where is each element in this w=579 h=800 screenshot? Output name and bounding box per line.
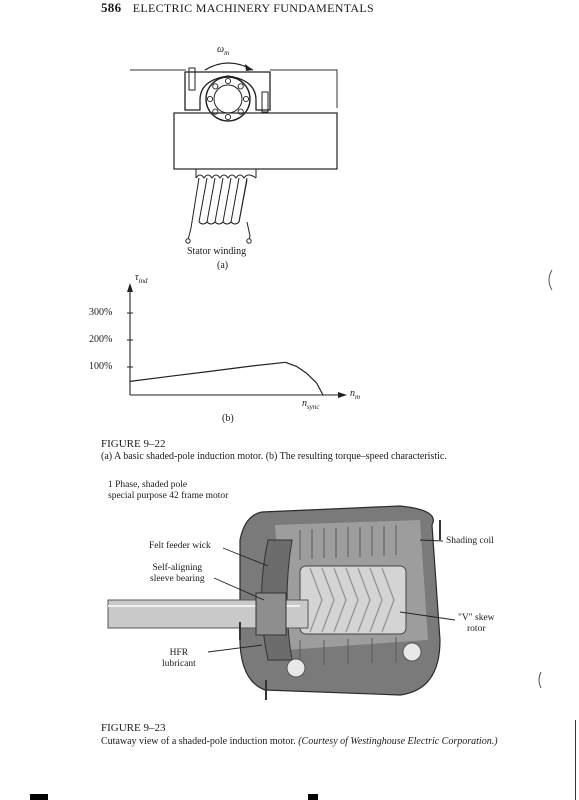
motor-cutaway-photo — [108, 506, 440, 700]
scan-mark-center — [308, 794, 318, 800]
x-axis-label: $n_m$ — [350, 388, 361, 401]
callout-v-skew-rotor — [458, 613, 495, 635]
scan-mark-left — [30, 794, 48, 800]
hfr-line1: HFR — [169, 648, 189, 658]
figure-22-caption: (a) A basic shaded-pole induction motor. (b) The resulting torque–speed characteristic. — [101, 451, 447, 462]
callout-shading-coil: Shading coil — [446, 536, 494, 546]
stator-core — [174, 113, 337, 169]
y-axis-label: $\tau_{ind}$ — [135, 272, 148, 285]
torque-curve-segment-2 — [317, 383, 324, 395]
y-tick-label-300: 300% — [89, 307, 113, 318]
figure-23-title: FIGURE 9–23 — [101, 722, 166, 734]
scan-edge-right — [575, 720, 576, 800]
self-aligning-line1: Self-aligning — [152, 563, 203, 573]
torque-curve-segment-0 — [130, 362, 285, 381]
rotation-arrowhead — [245, 64, 253, 71]
figure-23-credit: (Courtesy of Westinghouse Electric Corporation.) — [298, 736, 498, 747]
shading-ring-left — [189, 68, 195, 90]
figure-23-caption — [101, 736, 498, 748]
fan-left — [287, 659, 305, 677]
skew-rotor — [300, 566, 406, 634]
rotor-inner — [214, 85, 242, 113]
sync-speed-label: $n_{sync}$ — [302, 398, 320, 411]
y-tick-label-200: 200% — [89, 334, 113, 345]
figure-23-caption-text: Cutaway view of a shaded-pole induction motor. — [101, 736, 299, 747]
terminal-right — [247, 239, 251, 243]
torque-curve-segment-1 — [285, 362, 316, 383]
fan-right — [403, 643, 421, 661]
sleeve-bearing — [256, 593, 286, 635]
v-skew-line1: "V" skew — [458, 613, 495, 623]
callout-self-aligning-bearing — [150, 563, 205, 585]
y-axis-arrowhead — [127, 283, 133, 292]
callout-felt-feeder-wick: Felt feeder wick — [149, 541, 211, 551]
margin-mark-top — [549, 270, 552, 290]
shading-ring-right — [262, 92, 268, 112]
x-axis-arrowhead — [338, 392, 347, 398]
frame-line — [130, 70, 337, 108]
self-aligning-line2: sleeve bearing — [150, 574, 205, 584]
omega-label: $\omega_m$ — [217, 44, 230, 57]
stator-winding-label: Stator winding — [187, 246, 247, 257]
photo-corner-label — [108, 480, 228, 502]
figure-a-part-label: (a) — [217, 260, 229, 271]
callout-hfr-lubricant — [162, 648, 196, 670]
figure-b-part-label: (b) — [222, 413, 234, 424]
margin-mark-mid — [539, 672, 541, 688]
torque-speed-chart — [127, 283, 347, 398]
terminal-left — [186, 239, 190, 243]
y-tick-label-100: 100% — [89, 361, 113, 372]
hfr-line2: lubricant — [162, 659, 196, 669]
page-number: 586 — [101, 0, 122, 15]
v-skew-line2: rotor — [467, 624, 486, 634]
figure-22-title: FIGURE 9–22 — [101, 438, 166, 450]
corner-label-line1: 1 Phase, shaded pole — [108, 480, 188, 490]
corner-label-line2: special purpose 42 frame motor — [108, 491, 229, 501]
running-title: ELECTRIC MACHINERY FUNDAMENTALS — [132, 1, 374, 15]
stator-coil — [188, 169, 256, 240]
